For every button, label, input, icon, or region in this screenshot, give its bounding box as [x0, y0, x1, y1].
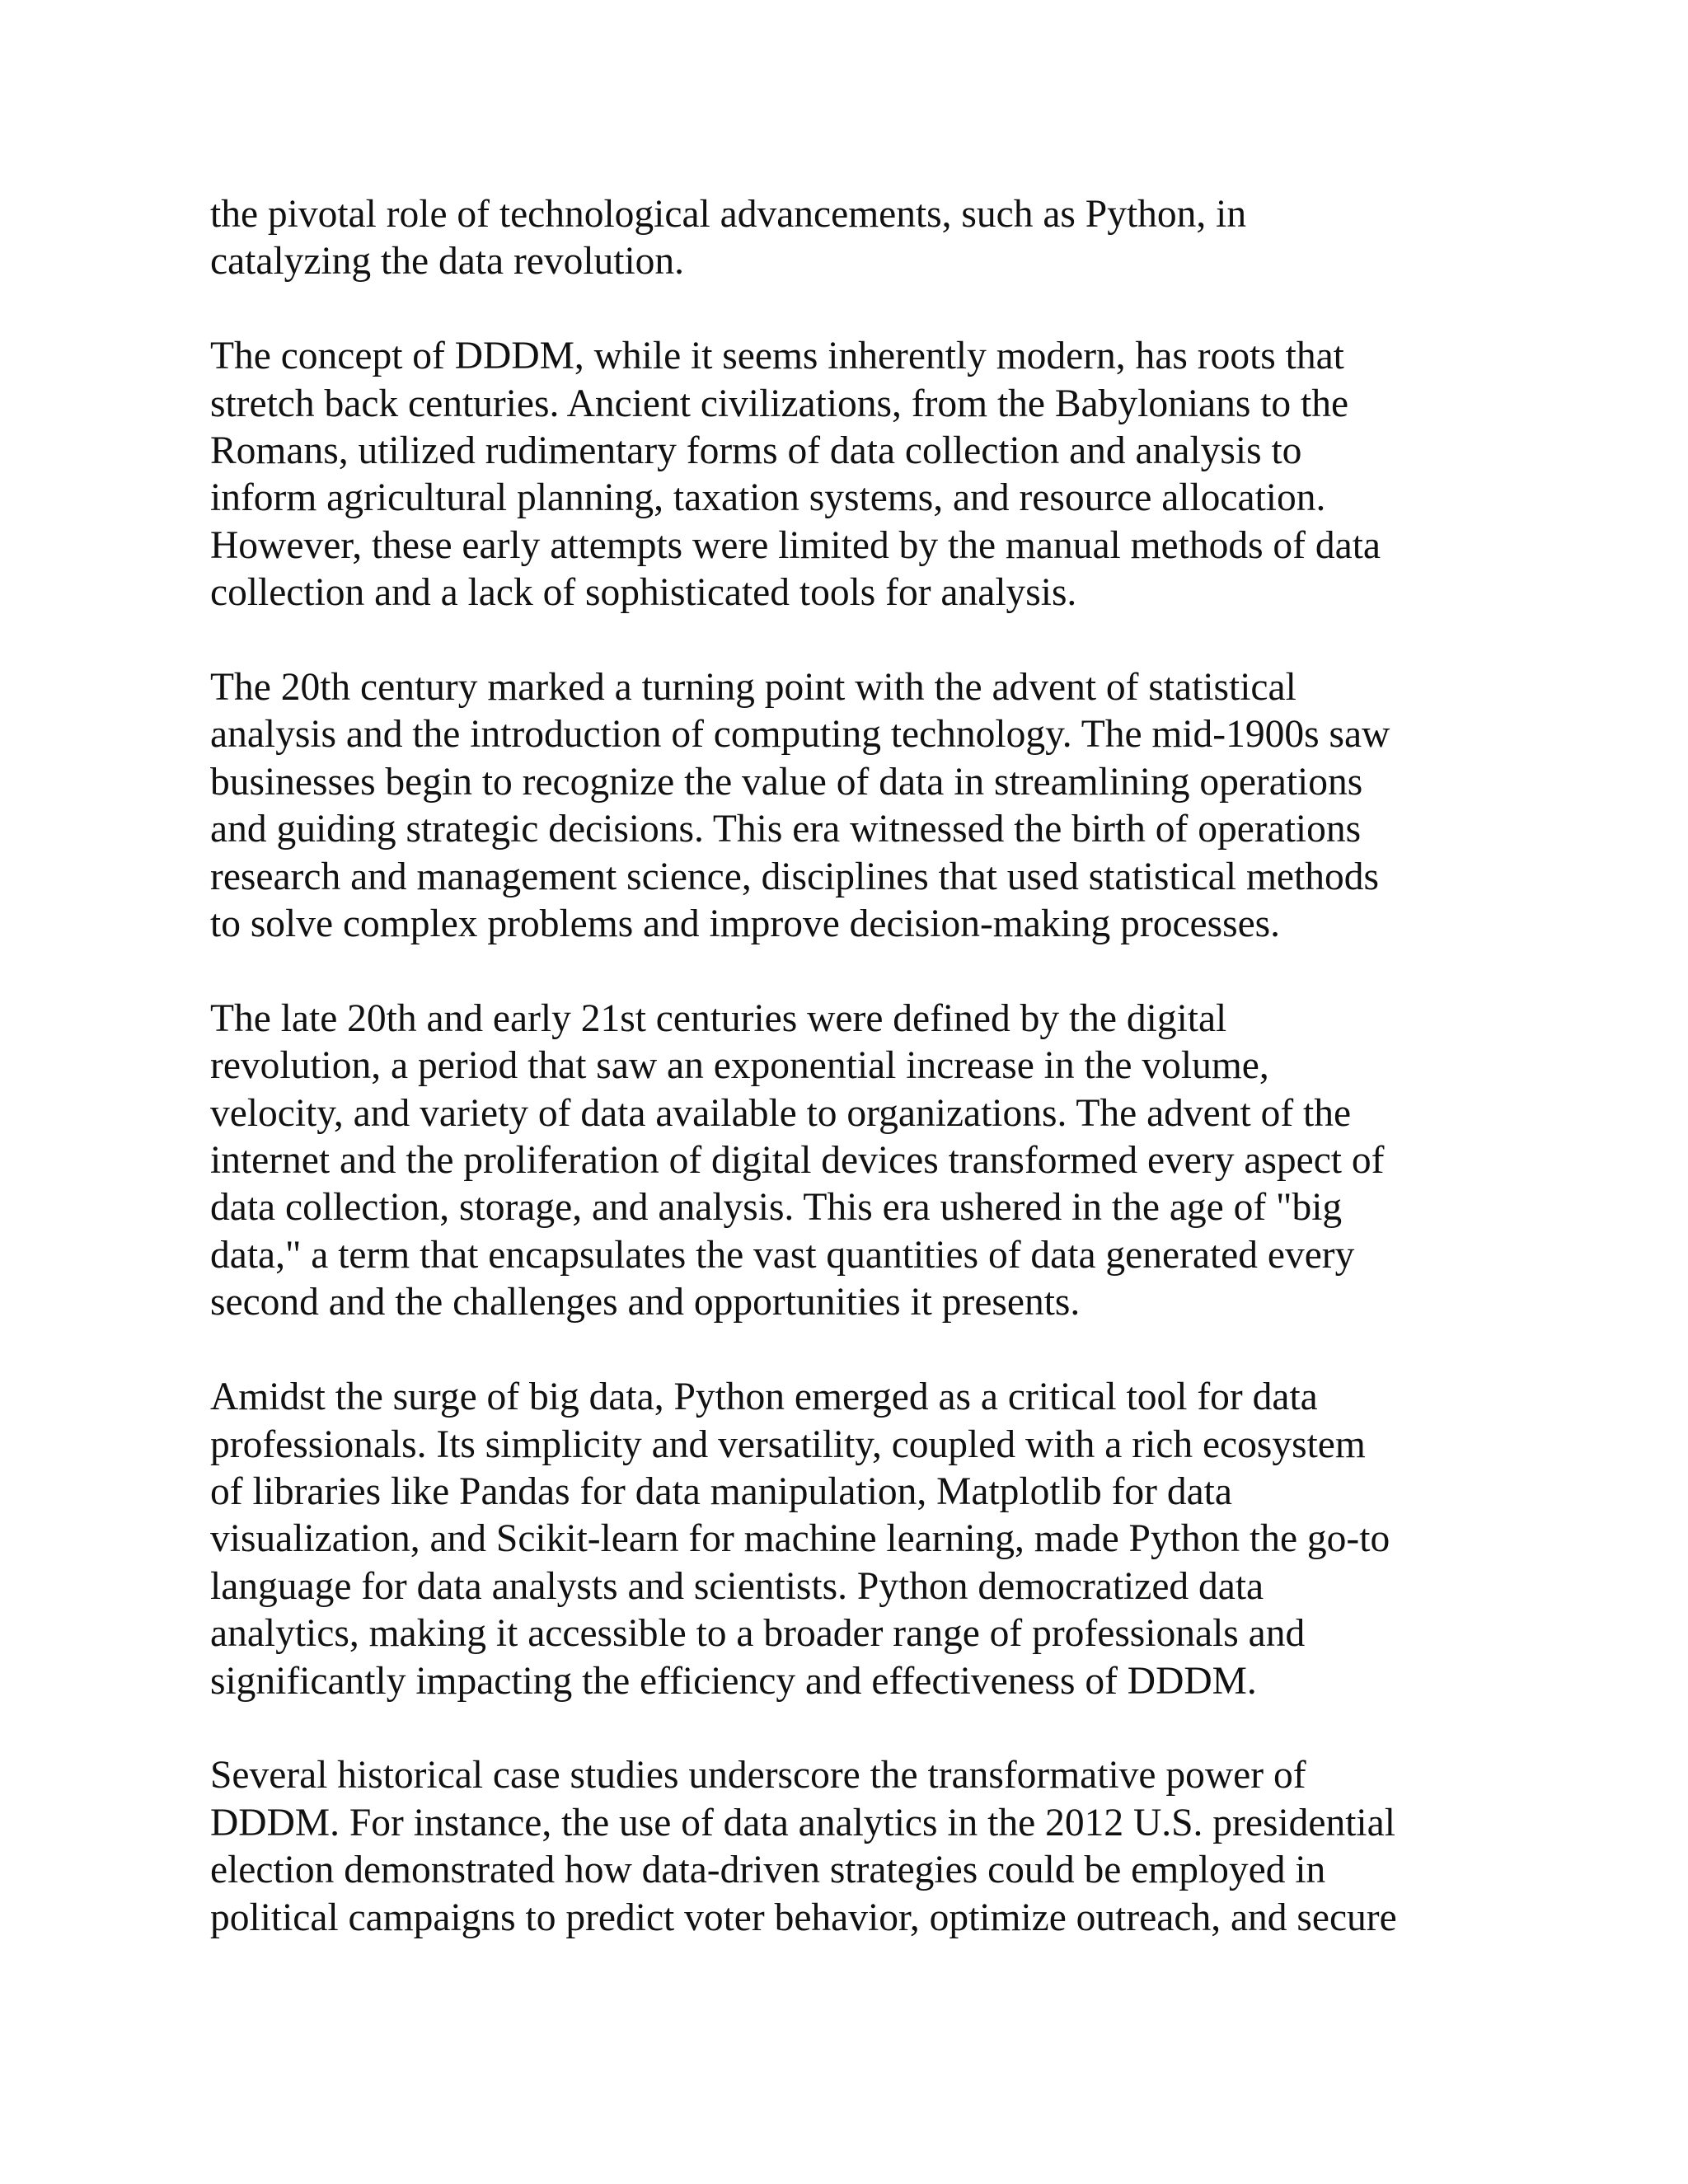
text-line: revolution, a period that saw an exponential increase in the volume, [210, 1044, 1269, 1088]
text-line: velocity, and variety of data available to organizations. The advent of the [210, 1091, 1352, 1135]
text-line: inform agricultural planning, taxation systems, and resource allocation. [210, 476, 1326, 520]
text-line: stretch back centuries. Ancient civilizations, from the Babylonians to the [210, 382, 1349, 425]
paragraph [210, 1752, 1496, 1942]
text-line: language for data analysts and scientists. Python democratized data [210, 1564, 1264, 1608]
body-text [210, 191, 1496, 1989]
text-line: However, these early attempts were limited by the manual methods of data [210, 523, 1381, 567]
text-line: second and the challenges and opportunities it presents. [210, 1281, 1081, 1324]
text-line: visualization, and Scikit-learn for machine learning, made Python the go-to [210, 1517, 1390, 1561]
paragraph [210, 664, 1496, 948]
text-line: of libraries like Pandas for data manipulation, Matplotlib for data [210, 1469, 1232, 1513]
text-line: professionals. Its simplicity and versatility, coupled with a rich ecosystem [210, 1422, 1366, 1466]
text-line: businesses begin to recognize the value of data in streamlining operations [210, 760, 1363, 804]
text-line: internet and the proliferation of digital devices transformed every aspect of [210, 1139, 1385, 1183]
text-line: DDDM. For instance, the use of data analytics in the 2012 U.S. presidential [210, 1801, 1395, 1844]
paragraph [210, 191, 1496, 286]
text-line: and guiding strategic decisions. This era witnessed the birth of operations [210, 808, 1362, 851]
text-line: significantly impacting the efficiency and effectiveness of DDDM. [210, 1659, 1257, 1703]
text-line: collection and a lack of sophisticated tools for analysis. [210, 571, 1077, 615]
paragraph [210, 1374, 1496, 1705]
text-line: analysis and the introduction of computing technology. The mid-1900s saw [210, 713, 1390, 757]
paragraph [210, 996, 1496, 1327]
text-line: to solve complex problems and improve decision-making processes. [210, 902, 1281, 946]
text-line: Amidst the surge of big data, Python emerged as a critical tool for data [210, 1376, 1318, 1419]
text-line: The 20th century marked a turning point with the advent of statistical [210, 666, 1296, 710]
text-line: data collection, storage, and analysis. This era ushered in the age of "big [210, 1186, 1343, 1230]
text-line: catalyzing the data revolution. [210, 240, 685, 284]
text-line: The concept of DDDM, while it seems inherently modern, has roots that [210, 335, 1344, 378]
paragraph [210, 333, 1496, 616]
text-line: the pivotal role of technological advancements, such as Python, in [210, 193, 1247, 236]
text-line: analytics, making it accessible to a broader range of professionals and [210, 1612, 1306, 1656]
text-line: Several historical case studies underscore the transformative power of [210, 1754, 1306, 1797]
text-line: The late 20th and early 21st centuries were defined by the digital [210, 996, 1227, 1040]
text-line: Romans, utilized rudimentary forms of data collection and analysis to [210, 429, 1302, 473]
text-line: data," a term that encapsulates the vast quantities of data generated every [210, 1233, 1355, 1277]
text-line: election demonstrated how data-driven strategies could be employed in [210, 1849, 1326, 1892]
text-line: research and management science, disciplines that used statistical methods [210, 855, 1379, 898]
text-line: political campaigns to predict voter behavior, optimize outreach, and secure [210, 1896, 1397, 1939]
